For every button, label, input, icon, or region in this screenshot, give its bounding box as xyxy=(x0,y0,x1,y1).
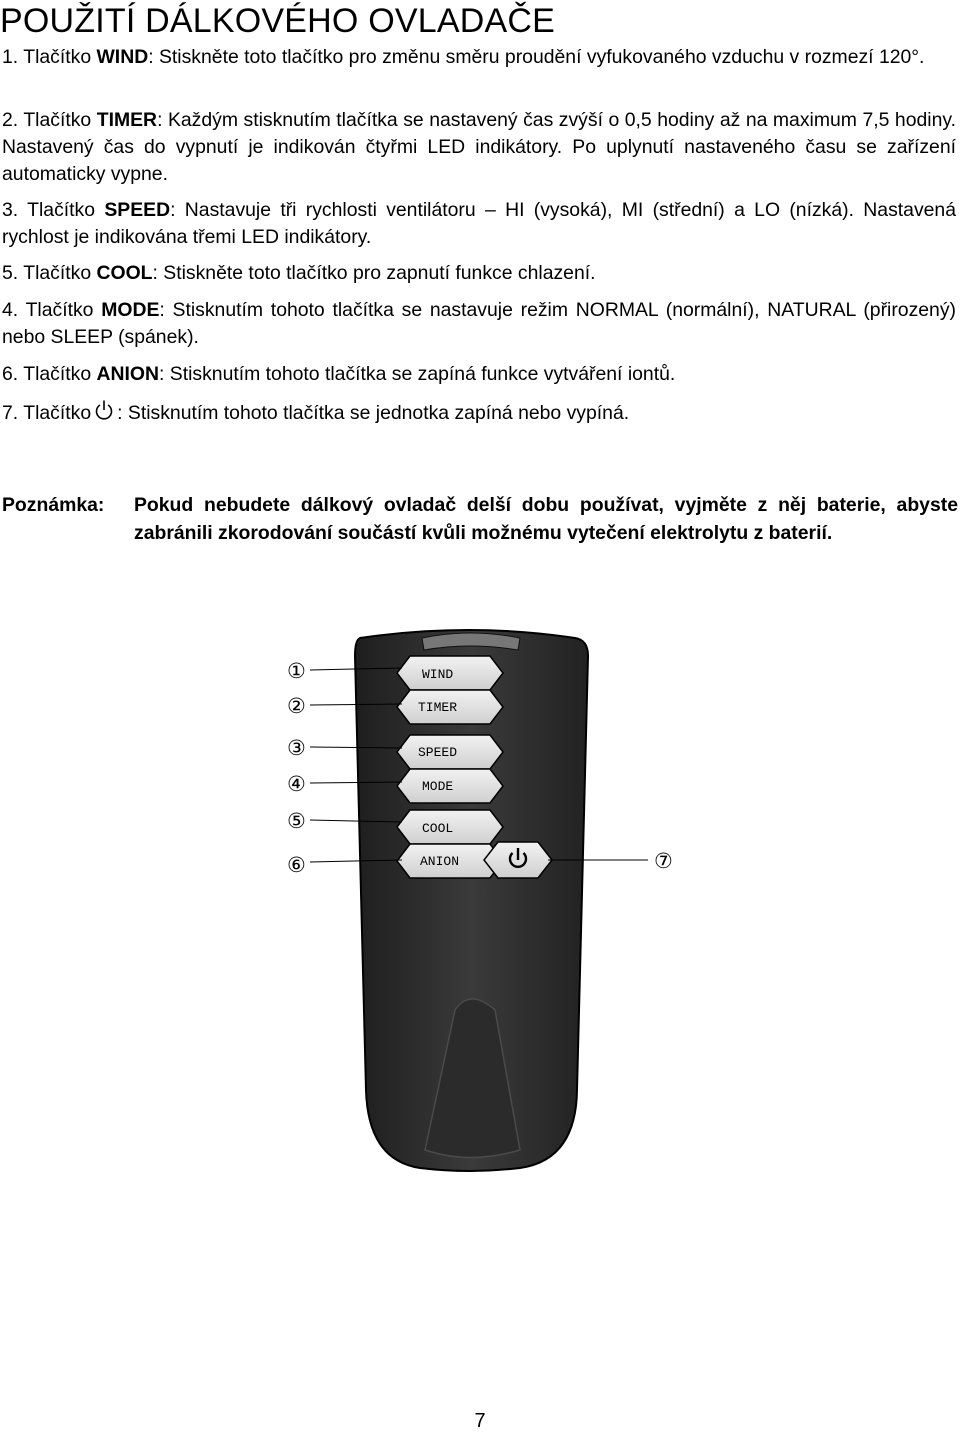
callout-6: ⑥ xyxy=(287,854,306,877)
svg-text:SPEED: SPEED xyxy=(418,745,458,760)
item-number: 6. xyxy=(2,363,19,385)
cool-button[interactable] xyxy=(397,810,503,844)
speed-button[interactable] xyxy=(397,735,503,769)
item-number: 3. xyxy=(2,199,19,221)
callout-7: ⑦ xyxy=(654,850,673,873)
item-number: 7. xyxy=(2,402,19,424)
list-item-power: 7. Tlačítko : Stisknutím tohoto tlačítka se jednotka zapíná nebo vypíná. xyxy=(2,399,956,427)
button-name: TIMER xyxy=(96,109,158,131)
button-name: MODE xyxy=(101,299,160,321)
power-button[interactable] xyxy=(484,842,552,878)
item-number: 5. xyxy=(2,262,19,284)
callout-5: ⑤ xyxy=(287,810,306,833)
callout-4: ④ xyxy=(287,773,306,796)
callout-2: ② xyxy=(287,695,306,718)
svg-text:TIMER: TIMER xyxy=(418,700,458,715)
list-item-timer: 2. Tlačítko TIMER: Každým stisknutím tlačítka se nastavený čas zvýší o 0,5 hodiny až na maximum 7,5 hodiny. Nastavený čas do vypnutí je indikován čtyřmi LED indikátory. Po uplynutí nastaveného času se zařízení automaticky vypne. xyxy=(2,109,956,185)
note-label: Poznámka: xyxy=(2,494,105,516)
svg-text:COOL: COOL xyxy=(422,821,454,836)
button-name: SPEED xyxy=(104,199,171,221)
svg-text:MODE: MODE xyxy=(422,779,454,794)
item-number: 4. xyxy=(2,299,19,321)
item-number: 2. xyxy=(2,109,19,131)
page-number: 7 xyxy=(474,1410,486,1432)
callout-3: ③ xyxy=(287,737,306,760)
callout-1: ① xyxy=(287,660,306,683)
list-item-speed: 3. Tlačítko SPEED: Nastavuje tři rychlosti ventilátoru – HI (vysoká), MI (střední) a LO (nízká). Nastavená rychlost je indikována třemi LED indikátory. xyxy=(2,199,956,248)
item-number: 1. xyxy=(2,46,19,68)
button-name: ANION xyxy=(96,363,159,385)
timer-button[interactable] xyxy=(397,690,503,724)
page-title: POUŽITÍ DÁLKOVÉHO OVLADAČE xyxy=(0,2,555,40)
remote-control-diagram xyxy=(270,620,720,1180)
list-item-anion: 6. Tlačítko ANION: Stisknutím tohoto tlačítka se zapíná funkce vytváření iontů. xyxy=(2,363,676,385)
svg-text:WIND: WIND xyxy=(422,667,454,682)
list-item-wind: 1. Tlačítko WIND: Stiskněte toto tlačítko pro změnu směru proudění vyfukovaného vzduchu v rozmezí 120°. xyxy=(2,46,925,68)
mode-button[interactable] xyxy=(397,769,503,803)
list-item-cool: 5. Tlačítko COOL: Stiskněte toto tlačítko pro zapnutí funkce chlazení. xyxy=(2,262,596,284)
list-item-mode: 4. Tlačítko MODE: Stisknutím tohoto tlačítka se nastavuje režim NORMAL (normální), NATURAL (přirozený) nebo SLEEP (spánek). xyxy=(2,299,956,348)
svg-text:ANION: ANION xyxy=(420,854,460,869)
button-name: COOL xyxy=(96,262,153,284)
wind-button[interactable] xyxy=(397,656,503,690)
button-name: WIND xyxy=(96,46,149,68)
note-text: Pokud nebudete dálkový ovladač delší dobu používat, vyjměte z něj baterie, abyste zabránili zkorodování součástí kvůli možnému vytečení elektrolytu z baterií. xyxy=(134,494,958,544)
power-icon xyxy=(93,399,115,421)
